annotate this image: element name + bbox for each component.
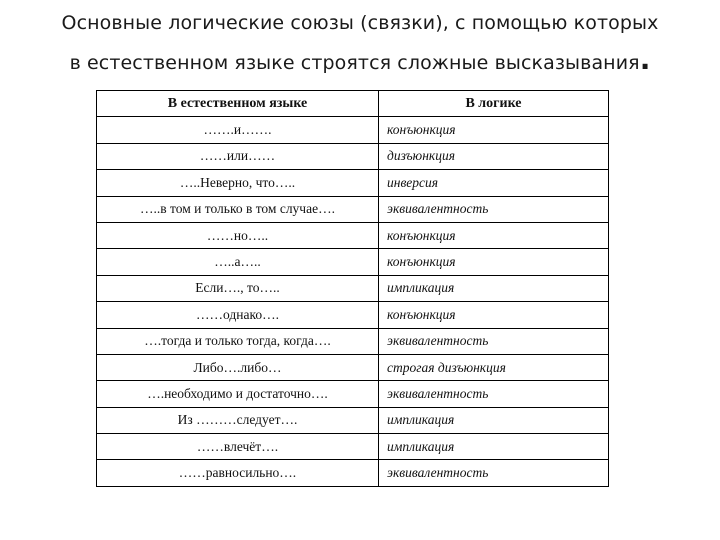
table-row [97, 328, 609, 354]
table-row [97, 381, 609, 407]
logic-term-cell: эквивалентность [379, 328, 609, 354]
logic-term-cell: эквивалентность [379, 381, 609, 407]
logic-term-cell: эквивалентность [379, 460, 609, 486]
table-row [97, 249, 609, 275]
title-end-mark: . [639, 43, 651, 76]
logic-term-cell: конъюнкция [379, 222, 609, 248]
table-row [97, 170, 609, 196]
logic-term-cell: инверсия [379, 170, 609, 196]
natural-language-cell: …..в том и только в том случае…. [97, 196, 379, 222]
table-row [97, 222, 609, 248]
logic-term-cell: импликация [379, 407, 609, 433]
logic-term-cell: импликация [379, 434, 609, 460]
logic-term-cell: эквивалентность [379, 196, 609, 222]
natural-language-cell: …..а….. [97, 249, 379, 275]
connectives-table [96, 90, 609, 487]
header-natural-language: В естественном языке [97, 91, 379, 117]
table-body [97, 117, 609, 486]
table-row [97, 354, 609, 380]
natural-language-cell: ……или…… [97, 143, 379, 169]
table-row [97, 196, 609, 222]
natural-language-cell: …….и……. [97, 117, 379, 143]
table-row [97, 407, 609, 433]
title-line-2 [0, 43, 720, 76]
natural-language-cell: ……влечёт…. [97, 434, 379, 460]
table-row [97, 302, 609, 328]
natural-language-cell: ……но….. [97, 222, 379, 248]
title-line-2-text: в естественном языке строятся сложные высказывания [69, 52, 640, 74]
logic-term-cell: строгая дизъюнкция [379, 354, 609, 380]
natural-language-cell: Из ………следует…. [97, 407, 379, 433]
natural-language-cell: ……однако…. [97, 302, 379, 328]
logic-term-cell: импликация [379, 275, 609, 301]
table-row [97, 434, 609, 460]
title-line-1: Основные логические союзы (связки), с помощью которых [61, 12, 659, 34]
natural-language-cell: ….тогда и только тогда, когда…. [97, 328, 379, 354]
logic-term-cell: конъюнкция [379, 117, 609, 143]
natural-language-cell: Если…., то….. [97, 275, 379, 301]
table-header-row [97, 91, 609, 117]
natural-language-cell: …..Неверно, что….. [97, 170, 379, 196]
table-row [97, 460, 609, 486]
header-logic: В логике [379, 91, 609, 117]
table-row [97, 117, 609, 143]
logic-term-cell: дизъюнкция [379, 143, 609, 169]
table-row [97, 275, 609, 301]
logic-term-cell: конъюнкция [379, 249, 609, 275]
natural-language-cell: ……равносильно…. [97, 460, 379, 486]
natural-language-cell: Либо….либо… [97, 354, 379, 380]
table-row [97, 143, 609, 169]
logic-term-cell: конъюнкция [379, 302, 609, 328]
natural-language-cell: ….необходимо и достаточно…. [97, 381, 379, 407]
